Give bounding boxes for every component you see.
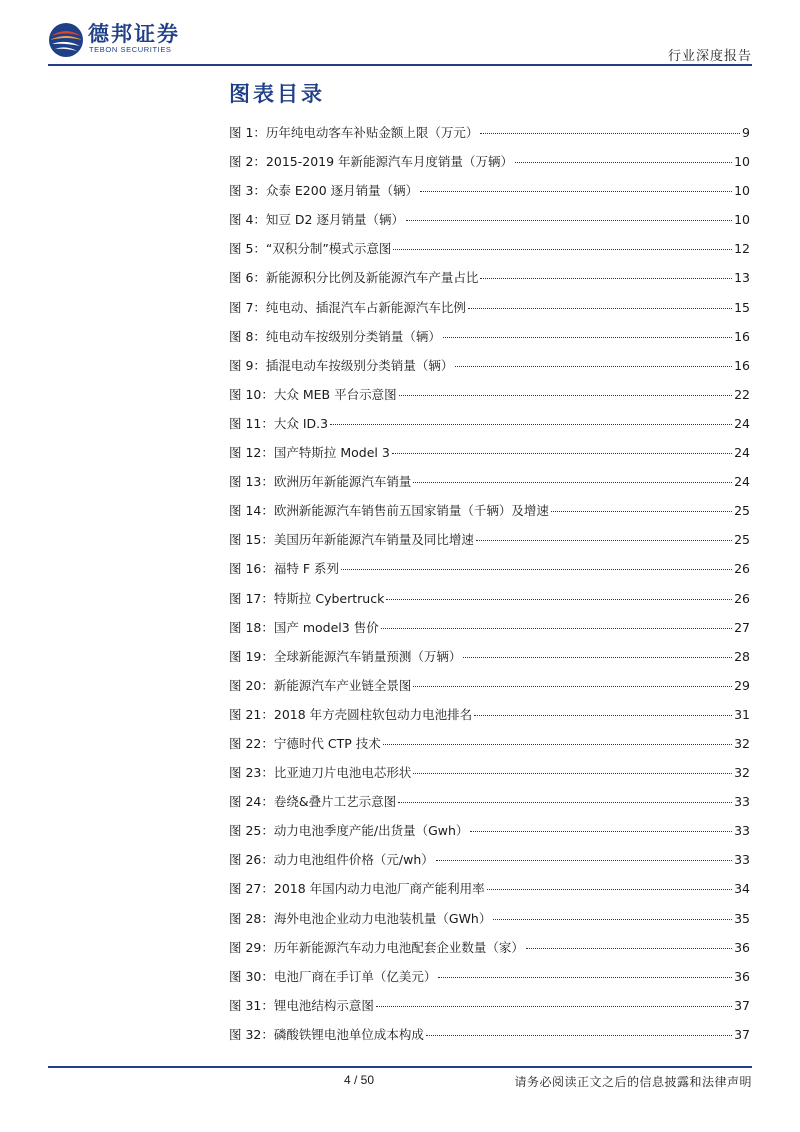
toc-entry-label: 图 24：卷绕&叠片工艺示意图: [229, 794, 397, 810]
toc-entry[interactable]: [229, 642, 750, 671]
toc-dot-leader: [376, 1006, 732, 1007]
report-type-label: 行业深度报告: [667, 49, 752, 64]
toc-dot-leader: [413, 773, 732, 774]
toc-entry-label: 图 16：福特 F 系列: [229, 561, 340, 577]
toc-entry-page: 31: [734, 706, 750, 722]
toc-entry-label: 图 3：众泰 E200 逐月销量（辆）: [229, 183, 419, 199]
toc-entry[interactable]: [229, 758, 750, 787]
toc-entry-label: 图 20：新能源汽车产业链全景图: [229, 677, 412, 693]
legal-disclaimer: 请务必阅读正文之后的信息披露和法律声明: [514, 1075, 752, 1089]
toc-entry-page: 26: [734, 561, 750, 577]
toc-entry-label: 图 26：动力电池组件价格（元/wh）: [229, 852, 434, 868]
toc-entry-label: 图 14：欧洲新能源汽车销售前五国家销量（千辆）及增速: [229, 503, 549, 519]
toc-dot-leader: [480, 278, 732, 279]
toc-entry-label: 图 2：2015-2019 年新能源汽车月度销量（万辆）: [229, 154, 514, 170]
toc-dot-leader: [398, 802, 732, 803]
toc-entry[interactable]: [229, 904, 750, 933]
toc-dot-leader: [474, 715, 732, 716]
toc-entry[interactable]: [229, 380, 750, 409]
toc-entry-page: 24: [734, 474, 750, 490]
toc-entry[interactable]: [229, 845, 750, 874]
toc-entry-label: 图 27：2018 年国内动力电池厂商产能利用率: [229, 881, 485, 897]
toc-dot-leader: [413, 482, 732, 483]
toc-dot-leader: [468, 308, 732, 309]
toc-entry-label: 图 18：国产 model3 售价: [229, 619, 379, 635]
toc-entry[interactable]: [229, 496, 750, 525]
toc-entry-label: 图 28：海外电池企业动力电池装机量（GWh）: [229, 910, 492, 926]
toc-entry[interactable]: [229, 671, 750, 700]
toc-entry[interactable]: [229, 962, 750, 991]
toc-entry-label: 图 15：美国历年新能源汽车销量及同比增速: [229, 532, 474, 548]
toc-dot-leader: [551, 511, 732, 512]
toc-entry[interactable]: [229, 816, 750, 845]
toc-dot-leader: [413, 686, 732, 687]
toc-entry[interactable]: [229, 787, 750, 816]
header-divider: [48, 64, 752, 66]
toc-entry-label: 图 8：纯电动车按级别分类销量（辆）: [229, 328, 441, 344]
toc-entry[interactable]: [229, 525, 750, 554]
toc-dot-leader: [438, 977, 732, 978]
toc-dot-leader: [443, 337, 732, 338]
toc-entry[interactable]: [229, 322, 750, 351]
toc-entry-page: 10: [734, 154, 750, 170]
toc-entry-page: 10: [734, 183, 750, 199]
toc-entry-label: 图 5：“双积分制”模式示意图: [229, 241, 392, 257]
toc-entry-page: 37: [734, 997, 750, 1013]
toc-entry-label: 图 19：全球新能源汽车销量预测（万辆）: [229, 648, 462, 664]
toc-entry-label: 图 29：历年新能源汽车动力电池配套企业数量（家）: [229, 939, 524, 955]
toc-entry[interactable]: [229, 438, 750, 467]
toc-dot-leader: [487, 889, 732, 890]
toc-entry-page: 26: [734, 590, 750, 606]
toc-dot-leader: [406, 220, 732, 221]
toc-entry-page: 32: [734, 765, 750, 781]
toc-entry[interactable]: [229, 991, 750, 1020]
toc-entry-page: 25: [734, 532, 750, 548]
toc-entry-page: 36: [734, 968, 750, 984]
toc-dot-leader: [455, 366, 732, 367]
toc-entry[interactable]: [229, 234, 750, 263]
toc-dot-leader: [470, 831, 732, 832]
toc-dot-leader: [386, 599, 732, 600]
toc-entry[interactable]: [229, 467, 750, 496]
toc-entry-label: 图 17：特斯拉 Cybertruck: [229, 590, 385, 606]
toc-entry-label: 图 6：新能源积分比例及新能源汽车产量占比: [229, 270, 479, 286]
toc-dot-leader: [515, 162, 732, 163]
toc-entry-page: 13: [734, 270, 750, 286]
toc-entry-page: 32: [734, 735, 750, 751]
toc-dot-leader: [393, 249, 732, 250]
toc-entry-label: 图 12：国产特斯拉 Model 3: [229, 445, 390, 461]
toc-entry-page: 22: [734, 386, 750, 402]
toc-entry-label: 图 10：大众 MEB 平台示意图: [229, 386, 397, 402]
toc-entry-label: 图 7：纯电动、插混汽车占新能源汽车比例: [229, 299, 466, 315]
toc-entry[interactable]: [229, 351, 750, 380]
toc-entry[interactable]: [229, 205, 750, 234]
toc-entry[interactable]: [229, 554, 750, 583]
toc-entry-page: 27: [734, 619, 750, 635]
toc-entry-page: 24: [734, 415, 750, 431]
toc-entry-label: 图 31：锂电池结构示意图: [229, 997, 374, 1013]
toc-entry-page: 12: [734, 241, 750, 257]
toc-entry-label: 图 23：比亚迪刀片电池电芯形状: [229, 765, 412, 781]
footer-divider: [48, 1066, 752, 1068]
toc-entry-page: 28: [734, 648, 750, 664]
toc-entry-page: 16: [734, 328, 750, 344]
toc-dot-leader: [420, 191, 732, 192]
toc-entry-label: 图 11：大众 ID.3: [229, 415, 329, 431]
toc-dot-leader: [381, 628, 732, 629]
toc-entry-page: 33: [734, 852, 750, 868]
toc-entry-page: 15: [734, 299, 750, 315]
toc-entry[interactable]: [229, 118, 750, 147]
toc-entry[interactable]: [229, 263, 750, 292]
toc-entry-label: 图 30：电池厂商在手订单（亿美元）: [229, 968, 437, 984]
toc-entry[interactable]: [229, 147, 750, 176]
toc-entry-label: 图 25：动力电池季度产能/出货量（Gwh）: [229, 823, 469, 839]
company-name-en: TEBON SECURITIES: [89, 45, 172, 54]
toc-entry-page: 37: [734, 1026, 750, 1042]
toc-dot-leader: [399, 395, 733, 396]
toc-dot-leader: [383, 744, 732, 745]
toc-entry-page: 10: [734, 212, 750, 228]
page-header: [0, 0, 800, 70]
toc-entry[interactable]: [229, 874, 750, 903]
toc-entry[interactable]: [229, 176, 750, 205]
toc-entry-page: 24: [734, 445, 750, 461]
figure-index-list: [229, 118, 750, 1049]
toc-entry-label: 图 13：欧洲历年新能源汽车销量: [229, 474, 412, 490]
toc-entry-page: 16: [734, 357, 750, 373]
toc-dot-leader: [526, 948, 732, 949]
tebon-logo-icon: [48, 22, 84, 58]
toc-entry-label: 图 9：插混电动车按级别分类销量（辆）: [229, 357, 454, 373]
toc-entry-label: 图 1：历年纯电动客车补贴金额上限（万元）: [229, 125, 479, 140]
toc-dot-leader: [436, 860, 732, 861]
toc-entry-page: 36: [734, 939, 750, 955]
toc-entry[interactable]: [229, 729, 750, 758]
toc-entry[interactable]: [229, 613, 750, 642]
toc-dot-leader: [463, 657, 732, 658]
toc-entry-page: 25: [734, 503, 750, 519]
toc-dot-leader: [493, 919, 732, 920]
toc-dot-leader: [476, 540, 732, 541]
toc-entry-page: 9: [742, 125, 750, 140]
toc-dot-leader: [330, 424, 732, 425]
toc-entry-page: 33: [734, 823, 750, 839]
toc-entry[interactable]: [229, 1020, 750, 1049]
company-name-cn: 德邦证券: [88, 21, 180, 46]
toc-entry-page: 29: [734, 677, 750, 693]
toc-entry[interactable]: [229, 293, 750, 322]
toc-dot-leader: [426, 1035, 732, 1036]
toc-dot-leader: [341, 569, 732, 570]
toc-entry-label: 图 4：知豆 D2 逐月销量（辆）: [229, 212, 404, 228]
toc-entry-label: 图 21：2018 年方壳圆柱软包动力电池排名: [229, 706, 473, 722]
toc-entry[interactable]: [229, 584, 750, 613]
toc-entry-page: 34: [734, 881, 750, 897]
page-number: 4 / 50: [344, 1073, 375, 1087]
toc-entry[interactable]: [229, 933, 750, 962]
toc-dot-leader: [392, 453, 732, 454]
toc-entry[interactable]: [229, 409, 750, 438]
toc-entry-page: 33: [734, 794, 750, 810]
toc-entry-page: 35: [734, 910, 750, 926]
toc-title: 图表目录: [229, 82, 325, 106]
toc-entry[interactable]: [229, 700, 750, 729]
toc-entry-label: 图 22：宁德时代 CTP 技术: [229, 735, 381, 751]
toc-entry-label: 图 32：磷酸铁锂电池单位成本构成: [229, 1026, 424, 1042]
toc-dot-leader: [480, 133, 740, 134]
